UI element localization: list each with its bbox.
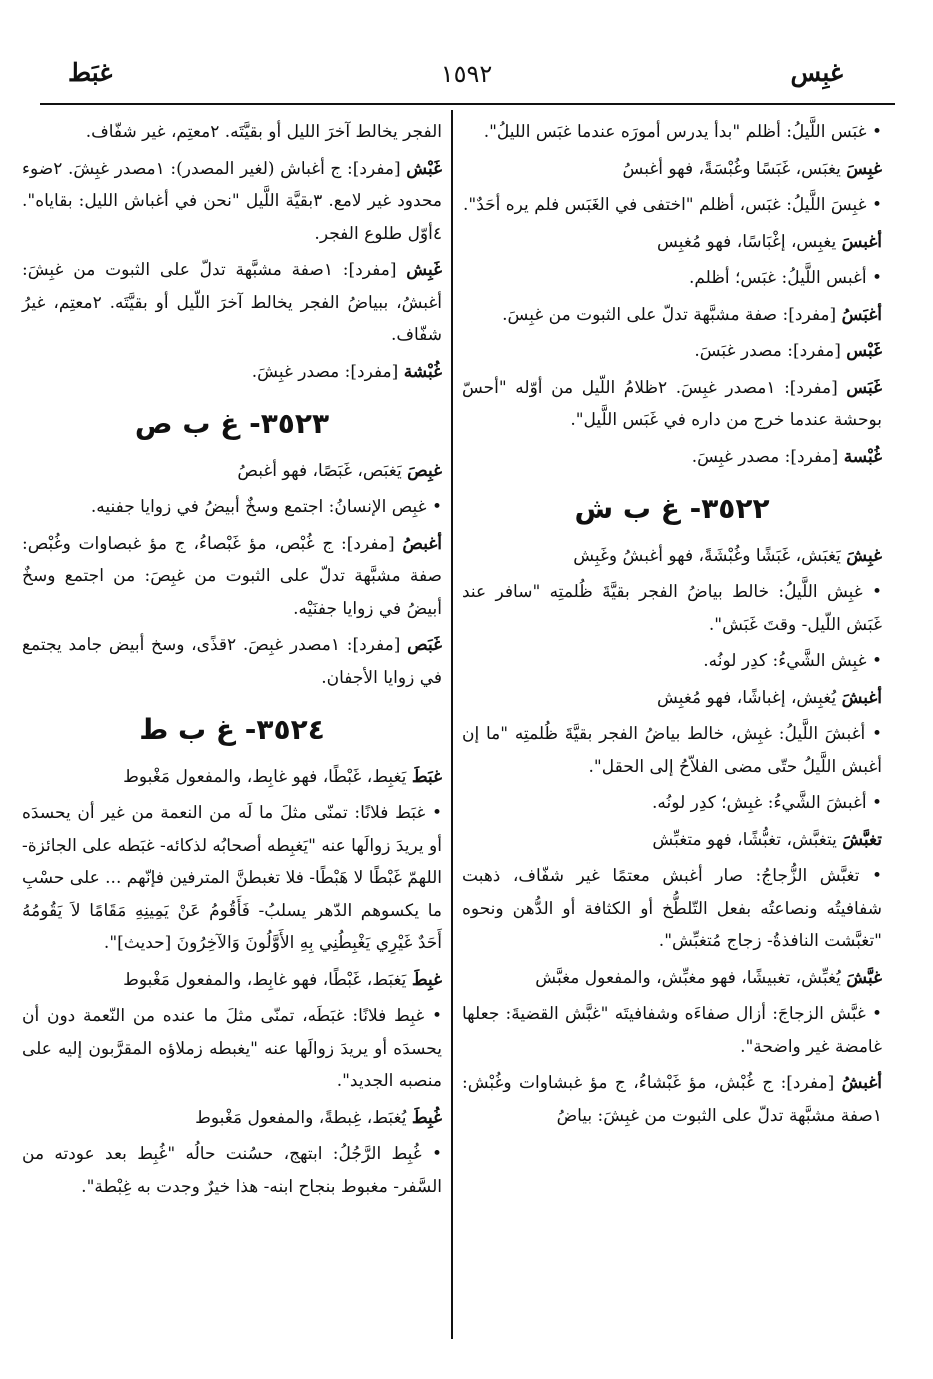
entry-line: غبِطَ يَغبَط، غَبْطًا، فهو غابِط، والمفعول مَغْبوط xyxy=(123,969,442,990)
entry-line: أغبشَ يُغبِش، إغباشًا، فهو مُغبِش xyxy=(657,687,882,708)
entry-line: غَبْس [مفرد]: مصدر غبَسَ. xyxy=(694,341,882,361)
entry-headword: غبِصَ xyxy=(407,460,442,481)
entry-headword: غبِطَ xyxy=(411,969,442,990)
sense-line: • أغبشَ الشَّيءُ: غبِش؛ كدِر لونُه. xyxy=(652,793,882,813)
sense-line: • غبِش اللَّيلُ: خالط بياضُ الفجر بقيَّةَ ظُلمتِه "سافر عند غَبَش اللّيل- وقتَ غَبَش". xyxy=(462,582,882,635)
root-section-heading: ٣٥٢٣- غ ب ص xyxy=(134,407,330,440)
entry-line: غُبْسة [مفرد]: مصدر غبِسَ. xyxy=(691,446,882,467)
root-section-heading: ٣٥٢٤- غ ب ط xyxy=(139,713,325,746)
column-divider xyxy=(451,110,453,1339)
entry-line: غبَّشَ يُغبِّش، تغبيشًا، فهو مغبِّش، والمفعول مغبَّش xyxy=(535,967,882,988)
entry-headword: غُبْسة xyxy=(843,446,882,467)
running-headword-right: غبِس xyxy=(790,58,843,87)
entry-line: غُبْشة [مفرد]: مصدر غبِشَ. xyxy=(251,361,442,382)
entry-headword: غَبِش xyxy=(406,260,442,280)
continuation-line: الفجر يخالط آخرَ الليل أو بقيَّتَه. ٢معتِم، غير شفّاف. xyxy=(85,122,442,142)
entry-headword: أغبشُ xyxy=(841,1073,882,1093)
entry-headword: غبِشَ xyxy=(846,545,882,566)
running-headword-left: غبَط xyxy=(68,58,113,87)
entry-line: غَبْش [مفرد]: ج أغباش (لغير المصدر): ١مصدر غبِشَ. ٢ضوء محدود غير لامع. ٣بقيَّة اللَّيل "نحن في أغباش الليل: بقاياه". ٤أوّل طلوع الفجر. xyxy=(22,158,442,244)
sense-line: • تغبَّش الزُّجاجُ: صار أغبش معتمًا غير شفّاف، ذهبت شفافيتُه ونصاعتُه بفعل التّلطُّخ أو الكثافة أو الدُّهن ونحوه "تغبَّشت النافذةُ- زجاج مُتغبِّش". xyxy=(462,866,882,951)
entry-line: غَبَص [مفرد]: ١مصدر غبِصَ. ٢قذًى، وسخ أبيض جامد يجتمع في زوايا الأجفان. xyxy=(22,635,442,688)
sense-line: • غبَس اللَّيلُ: أظلم "بدأ يدرس أمورَه عندما غبَس الليلُ". xyxy=(483,122,882,142)
entry-headword: غَبْس xyxy=(846,341,882,361)
sense-line: • غبِسَ اللَّيلُ: غبَس، أظلم "اختفى في الغَبَس فلم يره أحَدٌ". xyxy=(462,195,882,215)
entry-headword: غَبَس xyxy=(846,377,882,398)
sense-line: • أغبشَ اللَّيلُ: غبِش، خالط بياضُ الفجر بقيَّةَ ظُلمتِه "ما إن أغبش اللَّيلُ حتّى مضى الفلاّحُ إلى الحقل". xyxy=(462,724,882,777)
entry-line: أغبصُ [مفرد]: ج غُبْص، مؤ غَبْصاءُ، ج مؤ غبصاوات وغُبْص: صفة مشبَّهة تدلّ على الثبوت من غبِصَ: من اجتمع وسخٌ أبيضُ في زوايا جفنَيْه. xyxy=(22,533,442,619)
left-column xyxy=(22,116,442,1207)
entry-line: غبِصَ يَغبَص، غَبَصًا، فهو أغبصُ xyxy=(237,460,442,481)
sense-line: • غبِص الإنسانُ: اجتمع وسخٌ أبيضُ في زوايا جفنيه. xyxy=(90,497,442,517)
entry-headword: غَبَص xyxy=(407,635,442,655)
right-column xyxy=(462,116,882,1136)
entry-headword: غبَطَ xyxy=(411,766,442,787)
sense-line: • غبِش الشَّيءُ: كدِر لونُه. xyxy=(703,651,882,671)
entry-line: غَبِش [مفرد]: ١صفة مشبَّهة تدلّ على الثبوت من غبِشَ: أغبشُ، ببياضُ الفجر يخالط آخرَ اللّيل أو بقيَّتَه. ٢معتِم، غيرُ شفّاف. xyxy=(22,260,443,345)
entry-line: أغبسَ يغبِس، إغْبَاسًا، فهو مُغبِس xyxy=(657,231,882,252)
entry-line: أغبشُ [مفرد]: ج غُبْش، مؤ غَبْشاءُ، ج مؤ غبشاوات وغُبْش: ١صفة مشبَّهة تدلّ على الثبوت من غبِشَ: بياضُ xyxy=(462,1073,882,1126)
entry-headword: غُبْشة xyxy=(403,361,442,382)
root-section-heading: ٣٥٢٢- غ ب ش xyxy=(574,492,770,525)
header-rule xyxy=(40,103,895,105)
sense-line: • غبَّش الزجاجَ: أزال صفاءَه وشفافيتَه "غبَّش القضيةَ: جعلها غامضة غير واضحة". xyxy=(462,1004,882,1057)
entry-line: غبِسَ يغبَس، غَبَسًا وغُبْسَةً، فهو أغبسُ xyxy=(622,158,882,179)
entry-headword: أغبشَ xyxy=(841,687,882,708)
entry-headword: أغبسَ xyxy=(841,231,882,252)
entry-headword: غبِسَ xyxy=(846,158,882,179)
sense-line: • غُبِط الرَّجُلُ: ابتهج، حسُنت حالُه "غُبِط بعد عودته من السَّفر- مغبوط بنجاح ابنه- هذا خيرٌ وجدت به غِبْطة". xyxy=(22,1144,442,1197)
entry-headword: غُبِطَ xyxy=(411,1107,442,1128)
sense-line: • غبَط فلانًا: تمنّى مثلَ ما لَه من النعمة من غير أن يحسدَه أو يريدَ زوالَها عنه "يَغبِطه أصحابُه لذكائه- غبَطه على الجائزة- اللهمّ غَبْطًا لا هَبْطًا- فلا تغبطنَّ المترفين فإنّهم ... على حسْبِ ما يكسوهم الدّهر يسلبُ- فَأَقُومُ عَنْ يَمِينِهِ مَقَامًا لاَ يَقُومُهُ أَحَدٌ غَيْرِي يَغْبِطُنِي بِهِ الأَوَّلُونَ وَالآخِرُونَ [حديث]". xyxy=(22,803,442,953)
entry-headword: غَبْش xyxy=(406,158,442,179)
entry-line: غُبِطَ يُغبَط، غِبطةً، والمفعول مَغْبوط xyxy=(195,1107,442,1128)
entry-line: غبِشَ يَغبَش، غَبَشًا وغُبْشَةً، فهو أغبشُ وغَبِش xyxy=(573,545,882,566)
sense-line: • أغبس اللَّيلُ: غبَس؛ أظلم. xyxy=(688,268,882,288)
page-header xyxy=(40,58,893,98)
entry-line: غَبَس [مفرد]: ١مصدر غبِسَ. ٢ظلامُ اللّيل من أوّله "أحسّ بوحشة عندما خرج من داره في غَبَس اللَّيل". xyxy=(462,377,882,430)
entry-headword: أغبصُ xyxy=(402,533,442,554)
entry-headword: أغبَسُ xyxy=(841,304,882,325)
entry-headword: تغبَّشَ xyxy=(842,829,882,850)
entry-line: أغبَسُ [مفرد]: صفة مشبَّهة تدلّ على الثبوت من غبِسَ. xyxy=(502,304,882,325)
sense-line: • غبِط فلانًا: غبَطَه، تمنّى مثلَ ما عنده من النّعمة دون أن يحسدَه أو يريدَ زوالَها عنه "يغبطه زملاؤه المقرَّبون إليه على منصبه الجديد". xyxy=(22,1006,442,1091)
entry-headword: غبَّشَ xyxy=(846,967,882,988)
entry-line: تغبَّشَ يتغبَّش، تغبُّشًا، فهو متغبِّش xyxy=(652,829,882,850)
page-number: ١٥٩٢ xyxy=(440,60,493,88)
entry-line: غبَطَ يَغبِط، غَبْطًا، فهو غابِط، والمفعول مَغْبوط xyxy=(123,766,442,787)
